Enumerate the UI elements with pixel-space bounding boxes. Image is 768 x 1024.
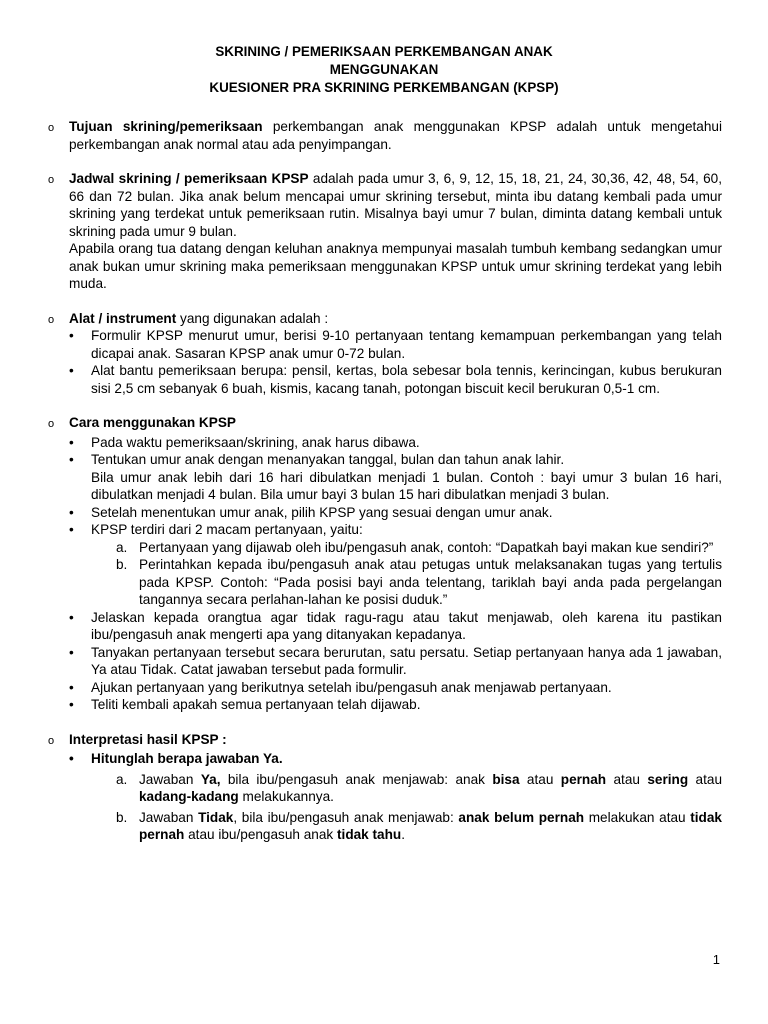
emphasis: anak belum pernah xyxy=(458,809,585,825)
title-line-1: SKRINING / PEMERIKSAAN PERKEMBANGAN ANAK xyxy=(215,44,553,59)
list-item-text: Tentukan umur anak dengan menanyakan tanggal, bulan dan tahun anak lahir. xyxy=(91,452,565,467)
bullet-marker: • xyxy=(69,434,74,450)
bullet-marker: • xyxy=(69,452,74,467)
sub-list-label: a. xyxy=(116,539,128,555)
section-jadwal-paragraph-2: Apabila orang tua datang dengan keluhan anaknya mempunyai masalah tumbuh kembang sedangkan umur anak bukan umur skrining maka pemeriksaan menggunakan KPSP untuk umur skrining terdekat yang lebih muda. xyxy=(69,241,722,291)
list-item-text: Tanyakan pertanyaan tersebut secara berurutan, satu persatu. Setiap pertanyaan hanya ada 1 jawaban, Ya atau Tidak. Catat jawaban tersebut pada formulir. xyxy=(91,644,722,677)
section-tujuan xyxy=(48,118,722,153)
document-body xyxy=(48,118,722,844)
circle-marker: o xyxy=(48,734,55,747)
sub-list-item xyxy=(69,556,722,609)
section-cara-heading: Cara menggunakan KPSP xyxy=(69,415,236,430)
list-item xyxy=(69,434,722,452)
list-item-text: Pada waktu pemeriksaan/skrining, anak harus dibawa. xyxy=(91,434,420,450)
emphasis: sering xyxy=(647,771,689,787)
section-alat xyxy=(48,310,722,398)
text-run: Jawaban xyxy=(139,809,199,825)
list-item-text: KPSP terdiri dari 2 macam pertanyaan, yaitu: xyxy=(91,522,363,537)
list-item xyxy=(69,504,722,522)
emphasis: Ya, xyxy=(200,771,221,787)
bullet-marker: • xyxy=(69,504,74,520)
list-item xyxy=(69,521,722,539)
bullet-marker: • xyxy=(69,697,74,712)
text-run: atau xyxy=(606,771,648,787)
document-title xyxy=(0,43,768,97)
title-line-2: MENGGUNAKAN xyxy=(329,62,439,77)
section-alat-text xyxy=(69,310,722,328)
list-item-text: Setelah menentukan umur anak, pilih KPSP yang sesuai dengan umur anak. xyxy=(91,504,553,520)
section-tujuan-text xyxy=(69,118,722,153)
list-item-text: Ajukan pertanyaan yang berikutnya setelah ibu/pengasuh anak menjawab pertanyaan. xyxy=(91,679,612,695)
page-number: 1 xyxy=(712,952,720,967)
circle-marker: o xyxy=(48,418,55,430)
text-run: Jawaban xyxy=(139,771,201,787)
text-run: bila ibu/pengasuh anak menjawab: anak xyxy=(220,771,493,787)
section-jadwal-body: adalah pada umur 3, 6, 9, 12, 15, 18, 21, 24, 30,36, 42, 48, 54, 60, 66 dan 72 bulan. Jika anak belum mencapai umur skrining tersebut, minta ibu datang kembali pada umur skrining yang terdekat untuk pemeriksaan rutin. Misalnya bayi umur 7 bulan, diminta datang kembali untuk skrining pada umur 9 bulan. xyxy=(69,171,723,239)
circle-marker: o xyxy=(48,313,55,326)
section-jadwal-text xyxy=(69,170,722,240)
bullet-marker: • xyxy=(69,363,74,378)
section-interpretasi xyxy=(48,731,722,844)
text-run: atau xyxy=(688,771,723,787)
list-item xyxy=(69,750,722,768)
sub-list-text xyxy=(139,772,722,805)
bullet-marker: • xyxy=(69,522,74,537)
sub-list-label: b. xyxy=(116,557,128,572)
text-run: , bila ibu/pengasuh anak menjawab: xyxy=(233,809,459,825)
section-interpretasi-heading: Interpretasi hasil KPSP : xyxy=(69,731,227,747)
list-item xyxy=(69,679,722,697)
emphasis: Tidak xyxy=(198,809,234,825)
list-item xyxy=(69,327,722,362)
circle-marker: o xyxy=(48,122,55,134)
sub-list-item xyxy=(69,771,722,806)
title-line-3: KUESIONER PRA SKRINING PERKEMBANGAN (KPSP) xyxy=(209,80,559,95)
sub-list-text: Perintahkan kepada ibu/pengasuh anak atau petugas untuk melaksanakan tugas yang tertulis pada KPSP. Contoh: “Pada posisi bayi anda telentang, tariklah bayi anda pada pergelangan tangannya secara perlahan-lahan ke posisi duduk.” xyxy=(139,557,722,607)
sub-list-text xyxy=(139,810,722,843)
section-alat-body: yang digunakan adalah : xyxy=(176,310,329,326)
list-item xyxy=(69,696,722,714)
list-item xyxy=(69,644,722,679)
text-run: melakukan atau xyxy=(584,809,691,825)
list-item-text: Alat bantu pemeriksaan berupa: pensil, kertas, bola sebesar bola tennis, kerincingan, kubus berukuran sisi 2,5 cm sebanyak 6 buah, kismis, kacang tanah, potongan biscuit kecil berukuran 0,5-1 cm. xyxy=(91,363,722,396)
list-item-text: Jelaskan kepada orangtua agar tidak ragu-ragu atau takut menjawab, oleh karena itu pastikan ibu/pengasuh anak mengerti apa yang ditanyakan kepadanya. xyxy=(91,609,722,642)
list-item xyxy=(69,362,722,397)
sub-list-item xyxy=(69,809,722,844)
circle-marker: o xyxy=(48,174,55,186)
bullet-marker: • xyxy=(69,644,74,660)
list-item xyxy=(69,451,722,469)
emphasis: tidak pernah xyxy=(139,809,722,842)
emphasis: tidak tahu xyxy=(337,827,402,842)
section-tujuan-heading: Tujuan skrining/pemeriksaan xyxy=(69,119,263,134)
text-run: atau ibu/pengasuh anak xyxy=(184,827,338,842)
sub-list-label: a. xyxy=(116,771,128,787)
sub-list-label: b. xyxy=(116,809,128,825)
sub-list-item xyxy=(69,539,722,557)
sub-list-text: Pertanyaan yang dijawab oleh ibu/pengasuh anak, contoh: “Dapatkah bayi makan kue sendiri?” xyxy=(139,539,714,555)
emphasis: kadang-kadang xyxy=(139,789,239,804)
section-jadwal-heading: Jadwal skrining / pemeriksaan KPSP xyxy=(69,171,309,186)
list-item-text: Formulir KPSP menurut umur, berisi 9-10 pertanyaan tentang kemampuan perkembangan yang telah dicapai anak. Sasaran KPSP anak umur 0-72 bulan. xyxy=(91,328,722,361)
text-run: . xyxy=(401,827,405,842)
bullet-marker: • xyxy=(69,609,74,625)
text-run: atau xyxy=(519,771,561,787)
section-jadwal xyxy=(48,170,722,293)
bullet-marker: • xyxy=(69,751,74,766)
emphasis: pernah xyxy=(560,771,607,787)
emphasis: bisa xyxy=(492,771,520,787)
list-item-text: Teliti kembali apakah semua pertanyaan telah dijawab. xyxy=(91,697,421,712)
section-alat-heading: Alat / instrument xyxy=(69,310,177,326)
section-cara xyxy=(48,414,722,714)
section-tujuan-body: perkembangan anak menggunakan KPSP adalah untuk mengetahui perkembangan anak normal atau ada penyimpangan. xyxy=(69,119,722,152)
list-item-text: Hitunglah berapa jawaban Ya. xyxy=(91,751,283,766)
list-item-continuation: Bila umur anak lebih dari 16 hari dibulatkan menjadi 1 bulan. Contoh : bayi umur 3 bulan 16 hari, dibulatkan menjadi 4 bulan. Bila umur bayi 3 bulan 15 hari dibulatkan menjadi 3 bulan. xyxy=(91,469,722,502)
text-run: melakukannya. xyxy=(238,789,334,804)
list-item xyxy=(69,609,722,644)
bullet-marker: • xyxy=(69,679,74,695)
bullet-marker: • xyxy=(69,328,74,343)
